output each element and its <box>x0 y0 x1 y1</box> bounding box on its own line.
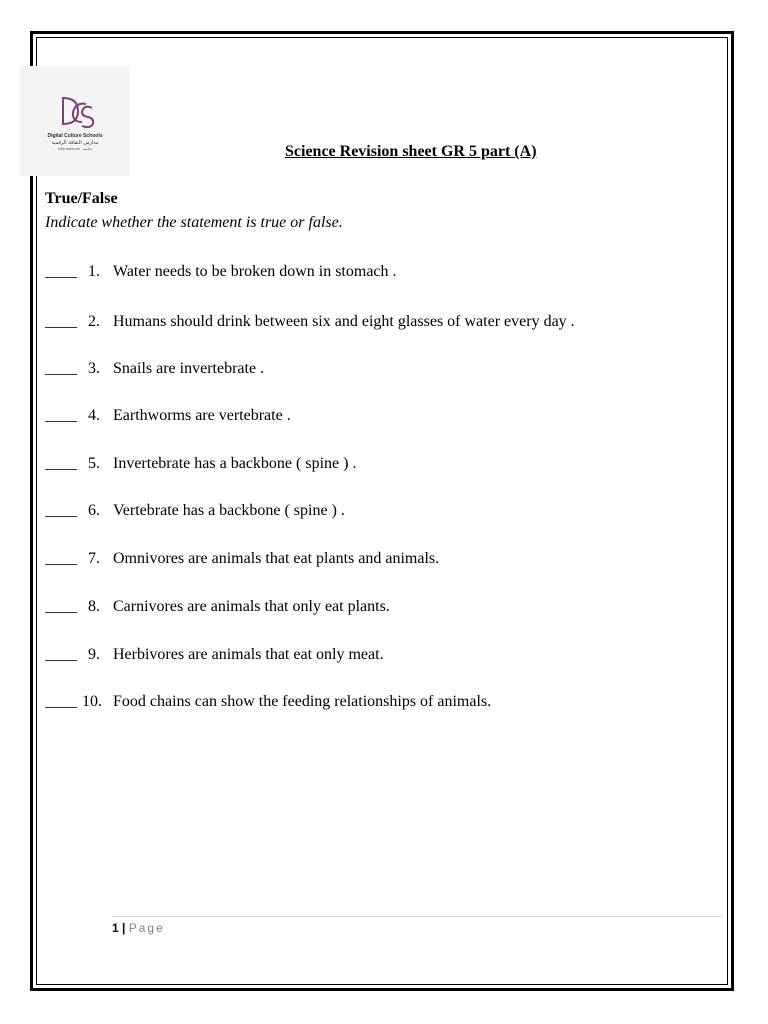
answer-blank[interactable]: ____ <box>45 646 77 663</box>
question-text: Vertebrate has a backbone ( spine ) . <box>113 502 345 519</box>
question-number: 9. <box>88 646 100 663</box>
section-heading: True/False <box>45 190 118 207</box>
question-text: Herbivores are animals that eat only meat. <box>113 646 384 663</box>
question-text: Snails are invertebrate . <box>113 360 265 377</box>
answer-blank[interactable]: ____ <box>45 263 77 280</box>
question-number: 6. <box>88 502 100 519</box>
answer-blank[interactable]: ____ <box>45 502 77 519</box>
logo-name-en: Digital Culture Schools <box>47 133 103 139</box>
question-number: 4. <box>88 407 100 424</box>
question-text: Invertebrate has a backbone ( spine ) . <box>113 455 357 472</box>
answer-blank[interactable]: ____ <box>45 407 77 424</box>
question-text: Food chains can show the feeding relationships of animals. <box>113 693 492 710</box>
footer-divider <box>112 916 722 917</box>
logo-subtitle: International · عالمية <box>57 147 93 151</box>
school-logo <box>20 66 130 176</box>
answer-blank[interactable]: ____ <box>45 598 77 615</box>
question-number: 3. <box>88 360 100 377</box>
footer-page-word: Page <box>128 921 165 935</box>
question-number: 7. <box>88 550 100 567</box>
question-text: Omnivores are animals that eat plants and animals. <box>113 550 440 567</box>
footer-separator: | <box>122 921 126 935</box>
question-number: 2. <box>88 313 100 330</box>
answer-blank[interactable]: ____ <box>45 550 77 567</box>
page-footer <box>112 921 165 935</box>
section-instruction: Indicate whether the statement is true or false. <box>45 214 343 231</box>
question-text: Humans should drink between six and eight glasses of water every day . <box>113 313 575 330</box>
question-number: 1. <box>88 263 100 280</box>
question-number: 5. <box>88 455 100 472</box>
answer-blank[interactable]: ____ <box>45 313 77 330</box>
answer-blank[interactable]: ____ <box>45 360 77 377</box>
answer-blank[interactable]: ____ <box>45 455 77 472</box>
logo-name-ar: مدارس الثقافة الرقمية <box>51 140 99 146</box>
dcs-monogram-icon <box>20 66 130 176</box>
footer-page-number: 1 <box>112 921 119 935</box>
question-number: 8. <box>88 598 100 615</box>
question-number: 10. <box>82 693 102 710</box>
answer-blank[interactable]: ____ <box>45 693 77 710</box>
page-title: Science Revision sheet GR 5 part (A) <box>285 143 537 160</box>
question-text: Carnivores are animals that only eat plants. <box>113 598 390 615</box>
question-text: Water needs to be broken down in stomach . <box>113 263 397 280</box>
question-text: Earthworms are vertebrate . <box>113 407 291 424</box>
